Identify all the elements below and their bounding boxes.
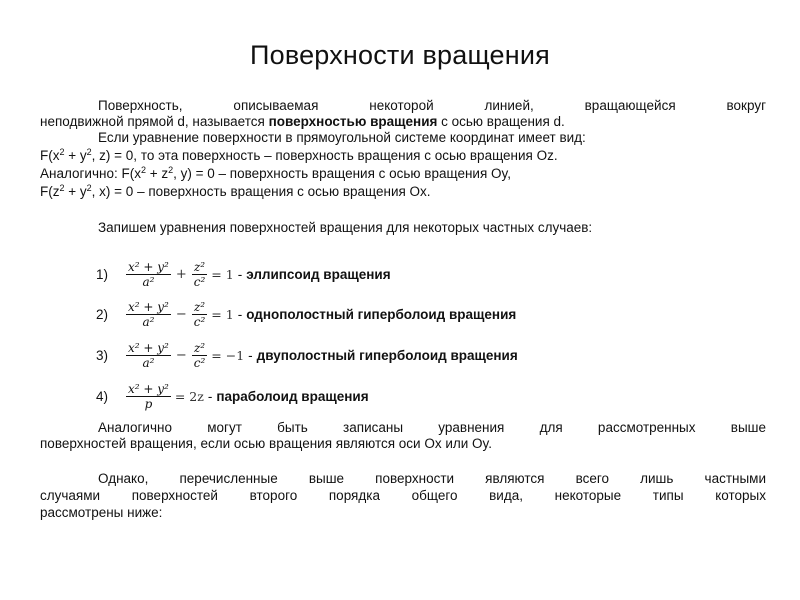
equation-name: эллипсоид вращения [246, 266, 391, 282]
intro-line-3: Если уравнение поверхности в прямоугольной системе координат имеет вид: [98, 130, 586, 145]
dash: - [207, 388, 213, 404]
intro-line-6-a: F(z [40, 184, 60, 199]
operator: − [175, 347, 187, 363]
fraction-numerator: x² + y² [128, 381, 169, 396]
fraction [192, 260, 208, 289]
equation-row [96, 256, 391, 292]
similar-line-2: поверхностей вращения, если осью вращения являются оси Ox или Oy. [40, 436, 493, 451]
fraction-denominator: a² [142, 314, 155, 329]
fraction-denominator: c² [193, 274, 206, 289]
intro-line-6 [40, 184, 766, 200]
fraction [126, 382, 171, 411]
cases-heading: Запишем уравнения поверхностей вращения для некоторых частных случаев: [98, 220, 593, 235]
intro-line-5-c: , y) = 0 – поверхность вращения с осью вращения Oy, [173, 166, 512, 181]
superscript-2: 2 [86, 147, 92, 157]
superscript-2: 2 [59, 147, 65, 157]
slide-title: Поверхности вращения [250, 40, 550, 70]
equation-rhs: = 1 [211, 306, 234, 322]
intro-line-4-c: , z) = 0, то эта поверхность – поверхность вращения с осью вращения Oz. [91, 148, 558, 163]
dash: - [237, 306, 243, 322]
fraction [192, 341, 208, 370]
fraction [126, 300, 171, 329]
similar-line-1: Аналогично могут быть записаны уравнения для рассмотренных выше [98, 420, 766, 435]
fraction [126, 260, 171, 289]
dash: - [237, 266, 243, 282]
term-surface-of-revolution: поверхностью вращения [268, 114, 438, 129]
intro-line-5-b: + z [145, 166, 169, 181]
fraction [126, 341, 171, 370]
intro-line-5-a: Аналогично: F(x [40, 166, 141, 181]
intro-line-6-c: , x) = 0 – поверхность вращения с осью вращения Ox. [91, 184, 431, 199]
superscript-2: 2 [140, 165, 146, 175]
fraction-denominator: a² [142, 355, 155, 370]
equation-row [96, 296, 516, 332]
equation-name: параболоид вращения [216, 388, 369, 404]
however-line-1: Однако, перечисленные выше поверхности являются всего лишь частными [98, 471, 766, 486]
equation-number: 4) [96, 388, 109, 404]
equation-row [96, 378, 369, 414]
intro-line-2-a: неподвижной прямой d, называется [40, 114, 269, 129]
superscript-2: 2 [86, 183, 92, 193]
fraction [192, 300, 208, 329]
intro-line-4-b: + y [64, 148, 87, 163]
intro-line-2-b: с осью вращения d. [437, 114, 565, 129]
equation-number: 3) [96, 347, 109, 363]
equation-name: однополостный гиперболоид вращения [246, 306, 517, 322]
fraction-numerator: x² + y² [128, 299, 169, 314]
equation-number: 1) [96, 266, 109, 282]
superscript-2: 2 [168, 165, 174, 175]
operator: + [175, 266, 187, 282]
superscript-2: 2 [59, 183, 65, 193]
fraction-numerator: z² [193, 340, 206, 355]
operator: − [175, 306, 187, 322]
equation-rhs: = 2z [174, 388, 204, 404]
intro-line-5 [40, 166, 766, 182]
equation-name: двуполостный гиперболоид вращения [256, 347, 518, 363]
intro-line-6-b: + y [64, 184, 87, 199]
intro-line-4-a: F(x [40, 148, 60, 163]
equation-row [96, 337, 518, 373]
equation-number: 2) [96, 306, 109, 322]
dash: - [248, 347, 253, 363]
equation-rhs: = 1 [211, 266, 234, 282]
fraction-numerator: x² + y² [128, 259, 169, 274]
equation-rhs: = −1 [211, 347, 245, 363]
intro-line-4 [40, 148, 766, 164]
intro-line-2 [40, 114, 766, 130]
fraction-numerator: z² [193, 259, 206, 274]
fraction-numerator: z² [193, 299, 206, 314]
fraction-denominator: c² [193, 314, 206, 329]
however-line-2: случаями поверхностей второго порядка общего вида, некоторые типы которых [40, 488, 766, 503]
fraction-denominator: a² [142, 274, 155, 289]
however-line-3: рассмотрены ниже: [40, 505, 163, 520]
fraction-numerator: x² + y² [128, 340, 169, 355]
fraction-denominator: p [144, 396, 153, 411]
fraction-denominator: c² [193, 355, 206, 370]
intro-line-1: Поверхность, описываемая некоторой линией, вращающейся вокруг [98, 98, 766, 113]
